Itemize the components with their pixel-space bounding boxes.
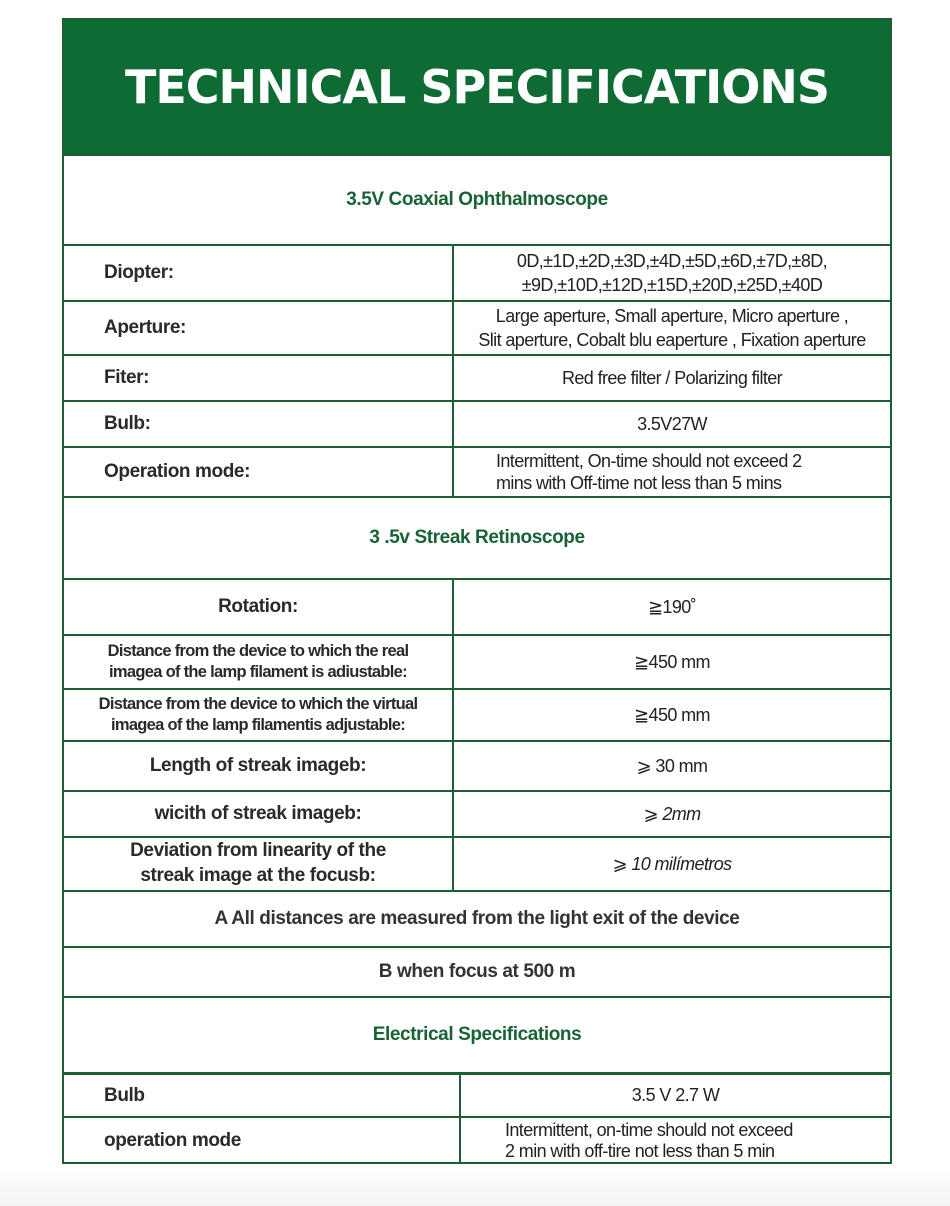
footnote-a: A All distances are measured from the light exit of the device (64, 890, 890, 946)
spec-row-operation-mode (64, 446, 890, 496)
spec-label: Operation mode: (64, 448, 454, 496)
spec-row-filter (64, 354, 890, 400)
spec-value: 0D,±1D,±2D,±3D,±4D,±5D,±6D,±7D,±8D, ±9D,±10D,±12D,±15D,±20D,±25D,±40D (516, 250, 828, 295)
spec-label: Fiter: (64, 356, 454, 400)
spec-value: ≧450 mm (634, 651, 710, 672)
spec-value: 3.5V27W (637, 413, 707, 434)
spec-label: Rotation: (64, 580, 454, 634)
spec-row-streak-width (64, 790, 890, 836)
spec-label: Diopter: (64, 246, 454, 300)
spec-value: Intermittent, On-time should not exceed 2 mins with Off-time not less than 5 mins (496, 450, 802, 493)
spec-row-streak-length (64, 740, 890, 790)
spec-value: ⩾ 10 milímetros (612, 853, 732, 874)
section-heading-ophthalmoscope: 3.5V Coaxial Ophthalmoscope (64, 154, 890, 244)
spec-value: Red free filter / Polarizing filter (561, 367, 783, 388)
spec-label: Aperture: (64, 302, 454, 354)
page-title: TECHNICAL SPECIFICATIONS (64, 20, 890, 154)
spec-label: Length of streak imageb: (64, 742, 454, 790)
spec-value: 3.5 V 2.7 W (631, 1085, 720, 1106)
spec-label: Bulb: (64, 402, 454, 446)
spec-row-deviation (64, 836, 890, 890)
spec-label: Bulb (64, 1075, 461, 1116)
section-heading-retinoscope: 3 .5v Streak Retinoscope (64, 496, 890, 578)
spec-row-electrical-bulb (64, 1072, 890, 1116)
footnote-b: B when focus at 500 m (64, 946, 890, 996)
spec-label: wicith of streak imageb: (64, 792, 454, 836)
spec-row-virtual-image-distance (64, 688, 890, 740)
spec-row-rotation (64, 578, 890, 634)
spec-row-aperture (64, 300, 890, 354)
spec-label: Distance from the device to which the virtual imagea of the lamp filamentis adjustable: (64, 690, 454, 740)
spec-value: ≧190˚ (647, 596, 697, 617)
spec-row-real-image-distance (64, 634, 890, 688)
spec-row-diopter (64, 244, 890, 300)
spec-value: ⩾ 30 mm (636, 755, 708, 776)
spec-label: operation mode (64, 1118, 461, 1164)
spec-value: Large aperture, Small aperture, Micro aperture , Slit aperture, Cobalt blu eaperture , Fixation aperture (478, 305, 866, 350)
spec-value: ≧450 mm (634, 704, 710, 725)
spec-label: Deviation from linearity of the streak image at the focusb: (64, 838, 454, 890)
spec-row-bulb (64, 400, 890, 446)
section-heading-electrical: Electrical Specifications (64, 996, 890, 1072)
spec-value: Intermittent, on-time should not exceed 2 min with off-tire not less than 5 min (505, 1120, 793, 1161)
spec-value: ⩾ 2mm (643, 803, 701, 824)
spec-sheet (62, 18, 892, 1164)
spec-label: Distance from the device to which the real imagea of the lamp filament is adiustable: (64, 636, 454, 688)
spec-row-electrical-operation-mode (64, 1116, 890, 1164)
page-bottom-shadow (0, 1166, 950, 1206)
